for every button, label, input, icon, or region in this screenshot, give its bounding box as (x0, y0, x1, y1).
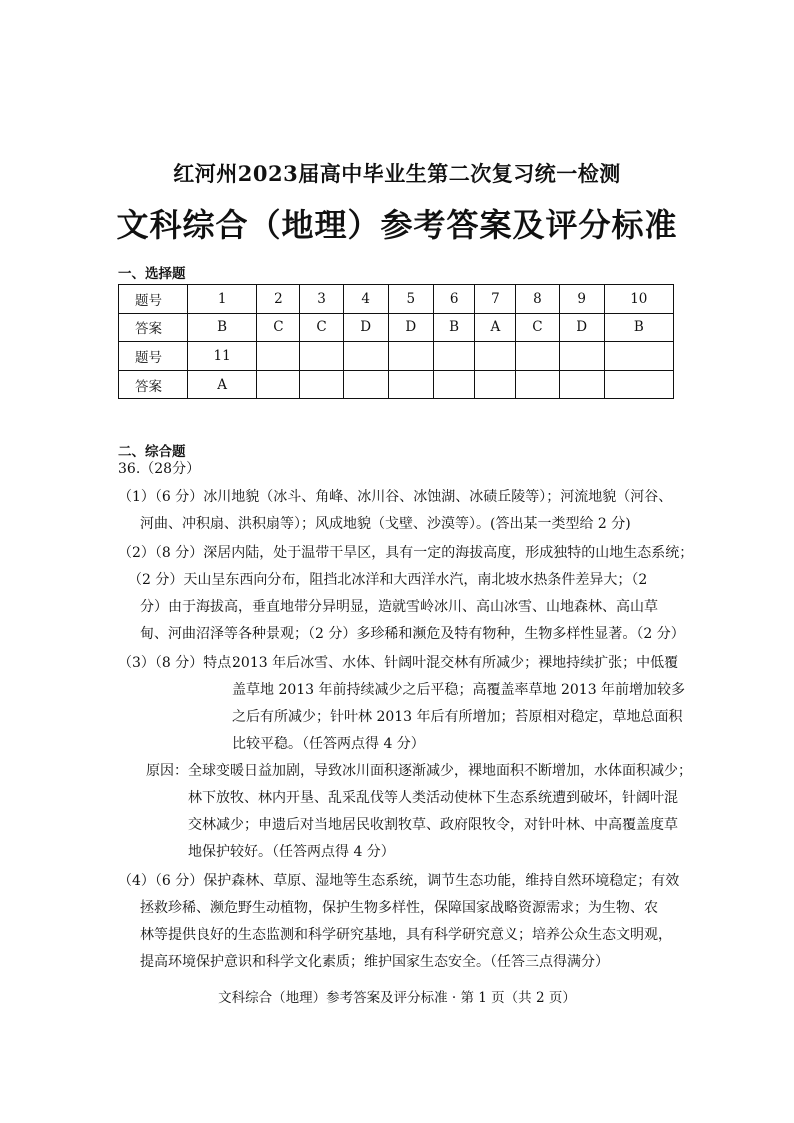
answer-table-cell: B (188, 313, 257, 342)
answer-table-cell: C (300, 313, 343, 342)
exam-title: 红河州2023届高中毕业生第二次复习统一检测 (173, 161, 621, 186)
q36-part3-reason-line4: 地保护较好。（任答两点得 4 分） (188, 844, 395, 860)
q36-part3-reason-line3: 交林减少；申遗后对当地居民收割牧草、政府限牧令，对针叶林、中高覆盖度草 (188, 817, 678, 833)
q36-part1-line1: （1）（6 分）冰川地貌（冰斗、角峰、冰川谷、冰蚀湖、冰碛丘陵等）；河流地貌（河谷、 (118, 489, 673, 505)
answer-table-cell: B (604, 313, 673, 342)
q36-part2-line1: （2）（8 分）深居内陆，处于温带干旱区，具有一定的海拔高度，形成独特的山地生态系统； (118, 545, 694, 561)
answer-table-cell: 5 (388, 285, 433, 314)
q36-part4-line1: （4）（6 分）保护森林、草原、湿地等生态系统，调节生态功能，维持自然环境稳定；有效 (118, 873, 680, 889)
q36-part3-line1: 2013 年后冰雪、水体、针阔叶混交林有所减少；裸地持续扩张；中低覆 (232, 655, 679, 671)
answer-table-cell (300, 342, 343, 371)
answer-table-row (119, 342, 674, 371)
answer-table-cell (343, 342, 388, 371)
answer-table-cell (343, 370, 388, 399)
q36-part3-line4: 比较平稳。（任答两点得 4 分） (232, 736, 425, 752)
q36-part2-line4: 甸、河曲沼泽等各种景观；（2 分）多珍稀和濒危及特有物种，生物多样性显著。（2 分） (140, 626, 685, 642)
answer-table-cell: D (343, 313, 388, 342)
q36-part2-line3: 分）由于海拔高，垂直地带分异明显，造就雪岭冰川、高山冰雪、山地森林、高山草 (140, 599, 658, 615)
q36-part3-reason-line1: 全球变暖日益加剧，导致冰川面积逐渐减少，裸地面积不断增加，水体面积减少； (188, 763, 692, 779)
answer-table-cell: 9 (559, 285, 604, 314)
answer-table-cell (433, 370, 475, 399)
answer-table-cell (257, 342, 300, 371)
answer-table-cell: C (257, 313, 300, 342)
q36-part3-reason-line2: 林下放牧、林内开垦、乱采乱伐等人类活动使林下生态系统遭到破坏，针阔叶混 (188, 790, 678, 806)
answer-table-cell: 1 (188, 285, 257, 314)
answer-table-cell (604, 370, 673, 399)
answer-table-cell: 4 (343, 285, 388, 314)
answer-table-row-header: 答案 (119, 370, 188, 399)
answer-table-row (119, 370, 674, 399)
answer-table-row-header: 题号 (119, 342, 188, 371)
answer-table-cell: D (559, 313, 604, 342)
answer-table-cell: 8 (516, 285, 559, 314)
answer-table-row (119, 313, 674, 342)
answer-table (118, 284, 674, 399)
answer-table-cell: 6 (433, 285, 475, 314)
answer-table-cell (559, 370, 604, 399)
answer-table-row-header: 答案 (119, 313, 188, 342)
q36-part4-line2: 拯救珍稀、濒危野生动植物，保护生物多样性，保障国家战略资源需求；为生物、农 (140, 900, 658, 916)
answer-table-cell (516, 370, 559, 399)
answer-table-cell: 11 (188, 342, 257, 371)
answer-table-cell: 7 (475, 285, 516, 314)
answer-table-row-header: 题号 (119, 285, 188, 314)
q36-part3-line3: 之后有所减少；针叶林 2013 年后有所增加；苔原相对稳定，草地总面积 (232, 709, 683, 725)
answer-table-cell (604, 342, 673, 371)
question-36-heading: 36.（28分） (118, 461, 201, 477)
answer-table-cell: A (188, 370, 257, 399)
answer-table-cell: 10 (604, 285, 673, 314)
answer-table-cell: A (475, 313, 516, 342)
q36-part4-line3: 林等提供良好的生态监测和科学研究基地，具有科学研究意义；培养公众生态文明观， (140, 927, 672, 943)
q36-part3-lead: （3）（8 分）特点： (118, 655, 246, 671)
answer-table-cell (257, 370, 300, 399)
q36-part4-line4: 提高环境保护意识和科学文化素质；维护国家生态安全。（任答三点得满分） (140, 954, 609, 970)
answer-table-cell (388, 342, 433, 371)
q36-part3-line2: 盖草地 2013 年前持续减少之后平稳；高覆盖率草地 2013 年前增加较多 (232, 682, 686, 698)
answer-table-cell: C (516, 313, 559, 342)
section-choice-heading: 一、选择题 (118, 266, 186, 282)
answer-table-cell (475, 370, 516, 399)
q36-part3-reason-lead: 原因： (146, 763, 188, 779)
answer-table-cell (516, 342, 559, 371)
answer-table-cell (388, 370, 433, 399)
answer-table-cell (475, 342, 516, 371)
q36-part1-line2: 河曲、冲积扇、洪积扇等）；风成地貌（戈壁、沙漠等）。(答出某一类型给 2 分) (140, 516, 631, 532)
answer-table-cell (300, 370, 343, 399)
answer-table-cell: 2 (257, 285, 300, 314)
answer-table-cell: D (388, 313, 433, 342)
answer-table-cell: B (433, 313, 475, 342)
document-title: 文科综合（地理）参考答案及评分标准 (116, 206, 678, 244)
q36-part2-line2: （2 分）天山呈东西向分布，阻挡北冰洋和大西洋水汽，南北坡水热条件差异大；（2 (128, 572, 648, 588)
answer-table-cell (433, 342, 475, 371)
answer-table-cell: 3 (300, 285, 343, 314)
page-footer: 文科综合（地理）参考答案及评分标准 · 第 1 页（共 2 页） (218, 990, 576, 1006)
answer-table-row (119, 285, 674, 314)
section-composite-heading: 二、综合题 (118, 444, 186, 460)
answer-table-cell (559, 342, 604, 371)
